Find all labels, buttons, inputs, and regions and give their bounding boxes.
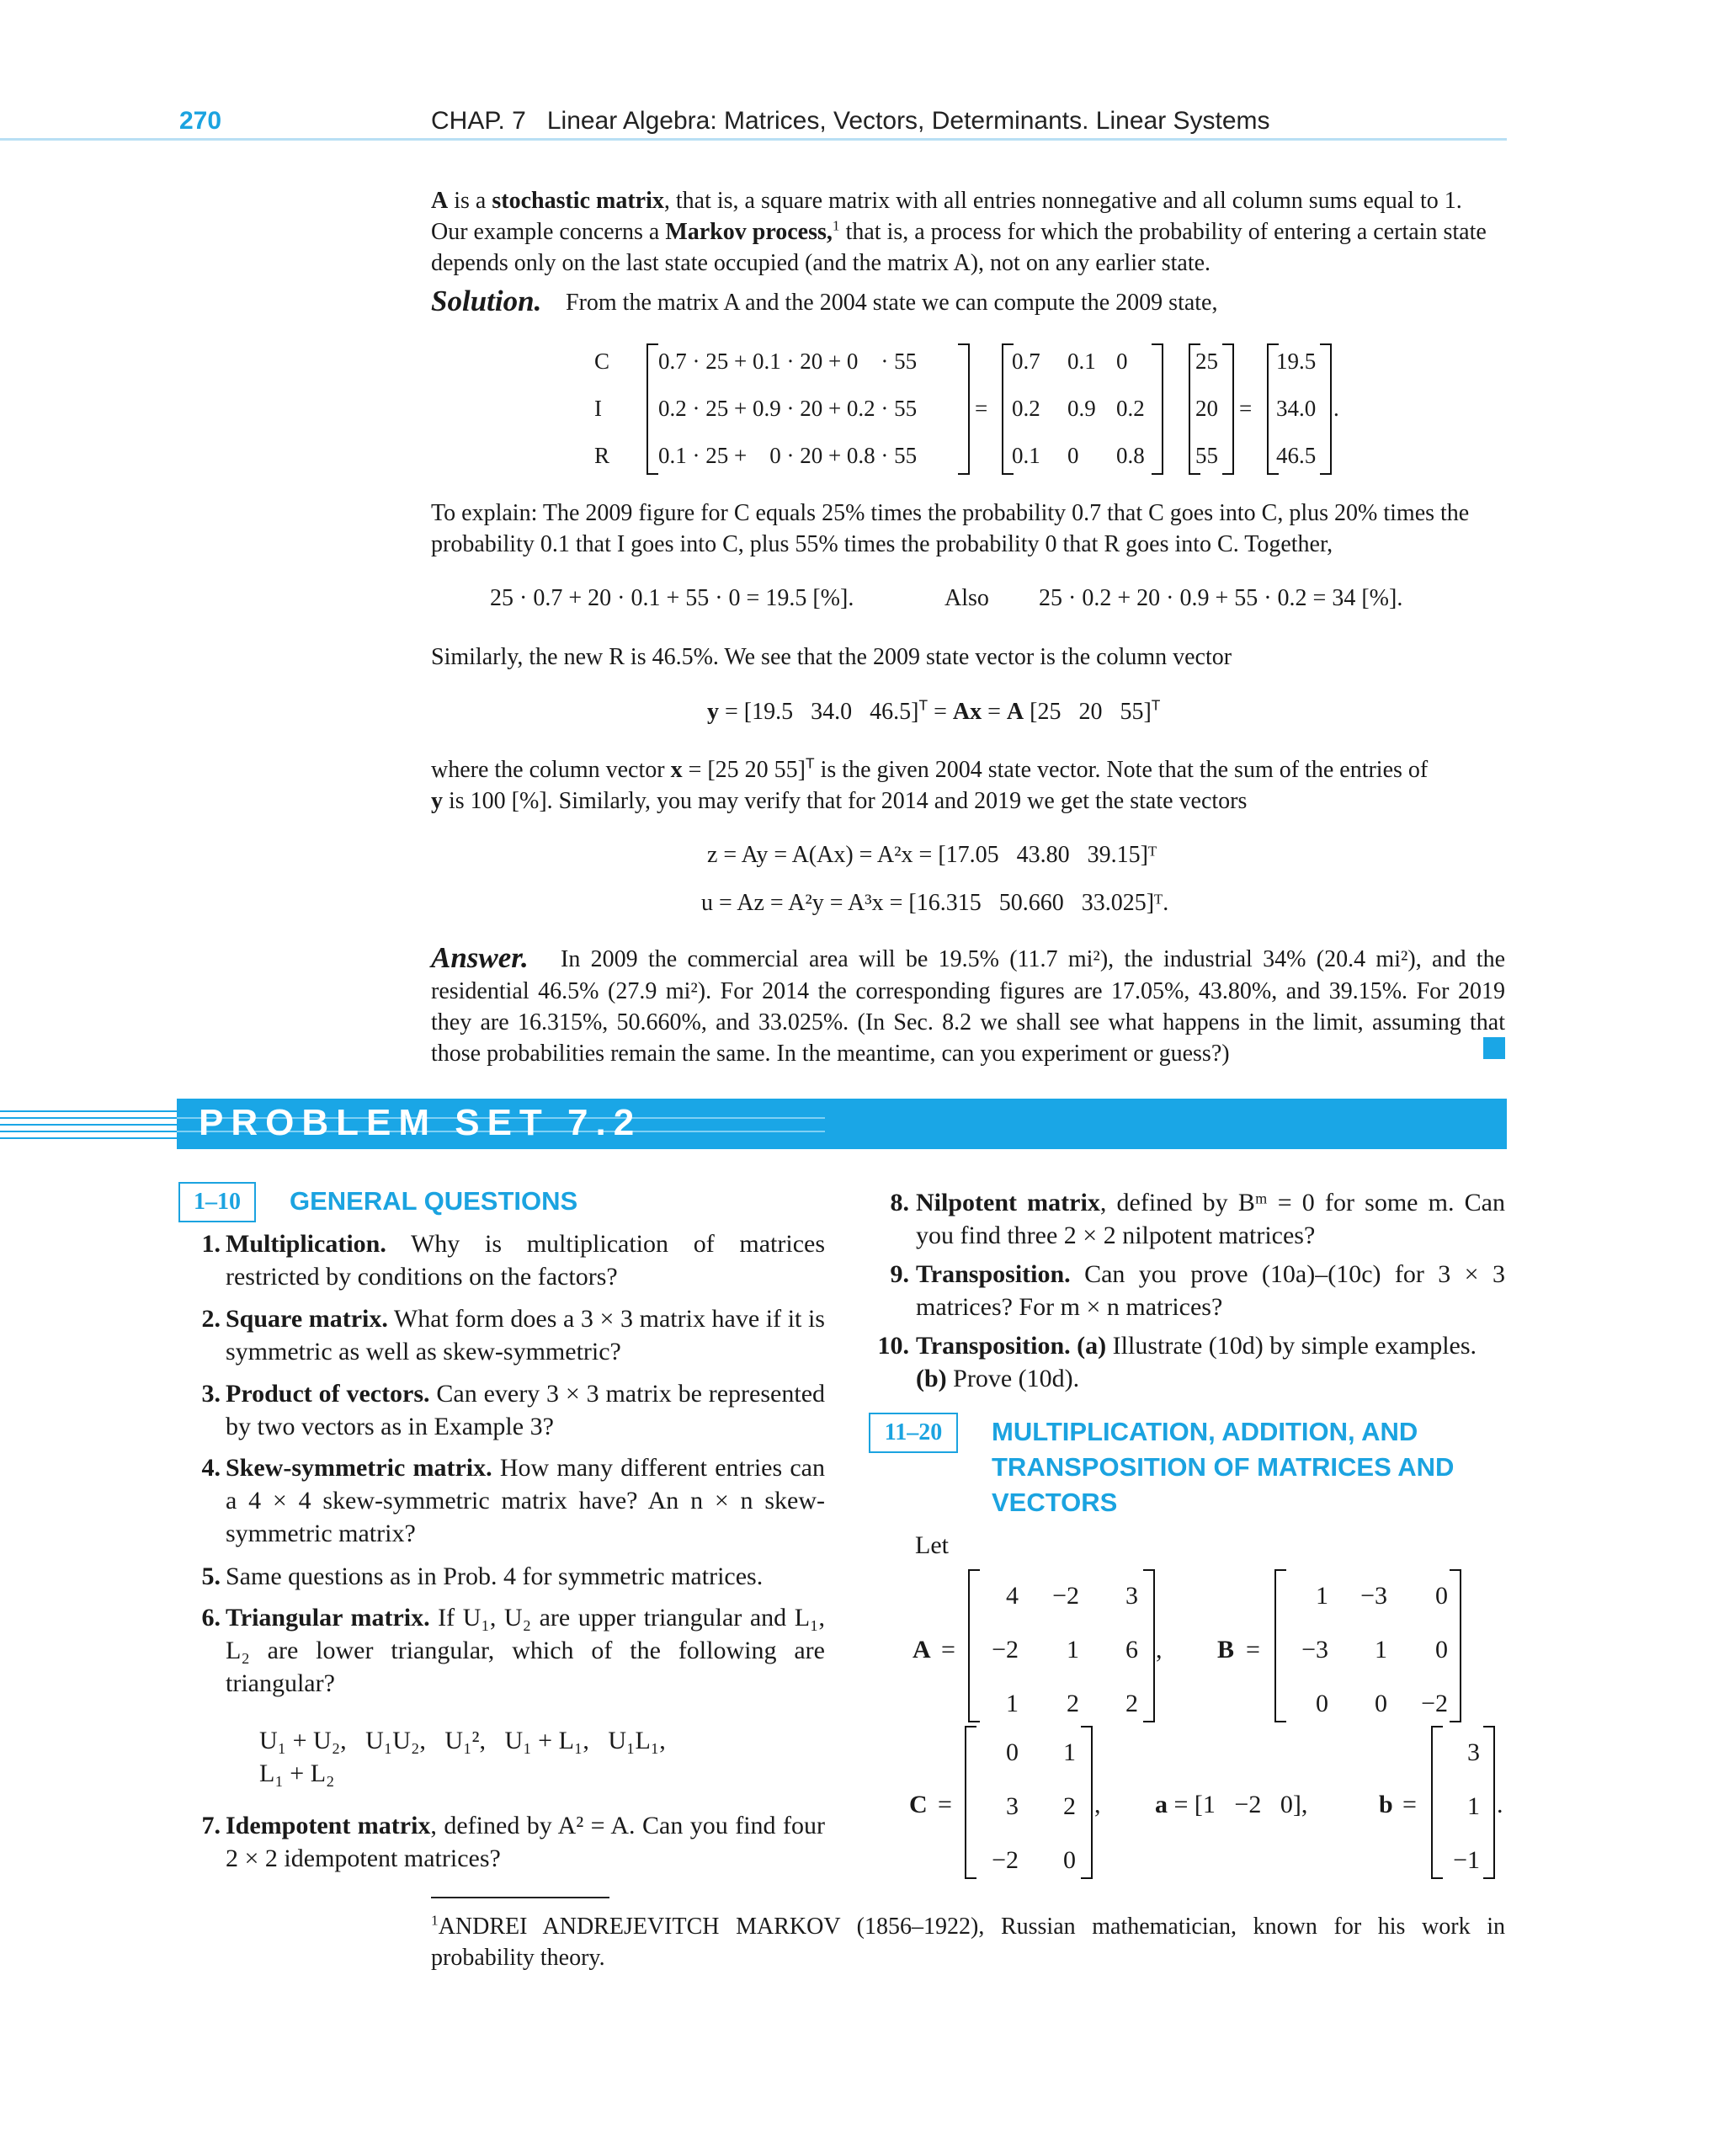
y-equation: [707, 696, 1161, 726]
bracket-right: [1320, 343, 1332, 475]
problem-6-list: U₁ + U₂, U₁U₂, U₁², U₁ + L₁, U₁L₁,: [259, 1727, 666, 1754]
matrix-B-entry: 0: [1435, 1636, 1448, 1664]
matrix-A-cell: 0.1: [1012, 443, 1040, 468]
solution-text: From the matrix A and the 2004 state we can compute the 2009 state,: [566, 290, 1218, 316]
matrix-A-cell: 0.7: [1012, 349, 1040, 374]
expr-row: 0.7 · 25 + 0.1 · 20 + 0 · 55: [658, 349, 918, 374]
bracket-right: [1450, 1569, 1461, 1722]
problem-title: Product of vectors.: [226, 1380, 430, 1408]
matrix-A-cell: 0.8: [1116, 443, 1145, 468]
let-text: Let: [915, 1531, 949, 1559]
bracket-right: [1483, 1726, 1495, 1879]
matrix-name: B: [1217, 1636, 1235, 1664]
problem-number: 9.: [890, 1260, 909, 1288]
problem-number: 1.: [201, 1230, 221, 1258]
row-label: R: [594, 443, 610, 468]
matrix-A-entry: 2: [1125, 1690, 1138, 1717]
matrix-name: C: [909, 1791, 928, 1818]
part-label: (b): [916, 1365, 947, 1392]
bracket-right: [1081, 1726, 1093, 1879]
y-vec: = [19.5 34.0 46.5]: [719, 699, 919, 725]
problem-number: 6.: [201, 1604, 221, 1632]
problem-text: Can every 3 × 3 matrix be represented by two vectors as in Example 3?: [226, 1380, 826, 1440]
problem-title: Multiplication.: [226, 1230, 386, 1258]
matrix-B-entry: 0: [1375, 1690, 1387, 1717]
term-stochastic: stochastic matrix: [492, 188, 664, 214]
expr-row: 0.1 · 25 + 0 · 20 + 0.8 · 55: [658, 443, 918, 468]
sym-Ax: Ax: [952, 699, 982, 725]
vector-y-cell: 19.5: [1276, 349, 1317, 374]
x-vec: [25 20 55]: [1024, 699, 1152, 725]
intro-text: is a: [448, 188, 492, 214]
answer-line: they are 16.315%, 50.660%, and 33.025%. (In Sec. 8.2 we shall see what happens in the limit, assuming that: [431, 1009, 1505, 1035]
explain-line: To explain: The 2009 figure for C equals 25% times the probability 0.7 that C goes into C, plus 20% times the: [431, 500, 1470, 526]
intro-text: that is, a process for which the probability of entering a certain state: [839, 219, 1487, 245]
problem-text: Same questions as in Prob. 4 for symmetric matrices.: [226, 1562, 764, 1590]
end-of-example-square: [1483, 1037, 1505, 1059]
problem-text: , defined by Bᵐ = 0 for some m. Can you find three 2 × 2 nilpotent matrices?: [916, 1189, 1506, 1249]
vector-b-entry: −1: [1453, 1846, 1480, 1874]
equals-sign: =: [1239, 396, 1253, 421]
problem-number: 3.: [201, 1380, 221, 1408]
where-text: where the column vector: [431, 757, 671, 783]
section-heading: [992, 1414, 1454, 1520]
comma: ,: [1094, 1791, 1101, 1818]
explain-line: probability 0.1 that I goes into C, plus 55% times the probability 0 that R goes into C. Together,: [431, 531, 1333, 557]
matrix-A-cell: 0.1: [1067, 349, 1096, 374]
eq: =: [982, 699, 1007, 725]
answer-paragraph: [431, 976, 1505, 1069]
vector-y-cell: 34.0: [1276, 396, 1317, 421]
matrix-A-cell: 0.2: [1012, 396, 1040, 421]
vector-x-cell: 20: [1195, 396, 1218, 421]
page-number: 270: [179, 107, 222, 135]
eq-right: 25 · 0.2 + 20 · 0.9 + 55 · 0.2 = 34 [%].: [1039, 585, 1403, 611]
transpose: T: [806, 754, 815, 772]
row-label: C: [594, 349, 610, 374]
matrix-A-entry: 1: [1067, 1636, 1079, 1664]
vector-a: [1155, 1788, 1307, 1821]
expr-row: 0.2 · 25 + 0.9 · 20 + 0.2 · 55: [658, 396, 918, 421]
problem-text: Can you prove (10a)–(10c) for 3 × 3 matrices? For m × n matrices?: [916, 1260, 1505, 1321]
matrix-A-entry: 1: [1006, 1690, 1019, 1717]
matrix-B-entry: −3: [1301, 1636, 1328, 1664]
matrix-B-entry: 0: [1316, 1690, 1328, 1717]
matrix-A-cell: 0: [1067, 443, 1079, 468]
where-text: is the given 2004 state vector. Note that the sum of the entries of: [814, 757, 1429, 783]
similarly-line: Similarly, the new R is 46.5%. We see that the 2009 state vector is the column vector: [431, 644, 1232, 670]
running-title: CHAP. 7 Linear Algebra: Matrices, Vectors, Determinants. Linear Systems: [431, 107, 1270, 135]
vector-name: a: [1155, 1791, 1168, 1818]
section-range-box: 11–20: [869, 1413, 958, 1453]
problem-title: Skew-symmetric matrix.: [226, 1454, 492, 1482]
footnote: [431, 1911, 1505, 1973]
matrix-C-entry: 0: [1006, 1738, 1019, 1766]
sym-y: y: [431, 788, 443, 814]
footnote-mark: 1: [431, 1912, 439, 1929]
matrix-A-cell: 0.9: [1067, 396, 1096, 421]
problem-title: Idempotent matrix: [226, 1812, 431, 1839]
matrix-B-entry: −2: [1421, 1690, 1448, 1717]
matrix-C-entry: 2: [1063, 1792, 1076, 1820]
vector-b-entry: 1: [1467, 1792, 1480, 1820]
equals-sign: =: [941, 1636, 955, 1664]
intro-A: A: [431, 188, 449, 214]
intro-paragraph: [431, 185, 1505, 279]
answer-label: Answer.: [431, 941, 529, 974]
problem-text: If U₁, U₂ are upper triangular and L₁, L₂ are lower triangular, which of the following are triangular?: [226, 1604, 825, 1697]
problem-title: Transposition.: [916, 1260, 1071, 1288]
bracket-right: [958, 343, 970, 475]
transpose: T: [1151, 696, 1161, 714]
part-label: (a): [1070, 1332, 1107, 1360]
where-text: is 100 [%]. Similarly, you may verify that for 2014 and 2019 we get the state vectors: [443, 788, 1248, 814]
problem-title: Triangular matrix.: [226, 1604, 430, 1632]
solution-label: Solution.: [431, 285, 542, 317]
matrix-A-cell: 0: [1116, 349, 1128, 374]
problem-set-title: PROBLEM SET 7.2: [199, 1102, 642, 1143]
footnote-text: ANDREI ANDREJEVITCH MARKOV (1856–1922), Russian mathematician, known for his work in: [438, 1914, 1505, 1940]
problem-title: Nilpotent matrix: [916, 1189, 1100, 1216]
matrix-B-entry: 1: [1375, 1636, 1387, 1664]
matrix-C-entry: 0: [1063, 1846, 1076, 1874]
intro-text: , that is, a square matrix with all entries nonnegative and all column sums equal to 1.: [663, 188, 1462, 214]
problem-number: 5.: [201, 1562, 221, 1590]
intro-line3: depends only on the last state occupied (and the matrix A), not on any earlier state.: [431, 250, 1211, 276]
problem-number: 4.: [201, 1454, 221, 1482]
matrix-A-entry: 2: [1067, 1690, 1079, 1717]
matrix-name: A: [913, 1636, 931, 1664]
problem-6-list: L₁ + L₂: [259, 1759, 335, 1787]
bracket-right: [1152, 343, 1163, 475]
footnote-rule: [431, 1897, 609, 1898]
answer-line: residential 46.5% (27.9 mi²). For 2014 the corresponding figures are 17.05%, 43.80%, and 39.15%. For 2019: [431, 978, 1505, 1004]
sym-y: y: [707, 699, 719, 725]
footnote-ref: 1: [832, 217, 840, 234]
term-markov: Markov process,: [665, 219, 833, 245]
matrix-A-entry: −2: [992, 1636, 1019, 1664]
comma: ,: [1156, 1636, 1163, 1664]
vector-name: b: [1379, 1791, 1393, 1818]
matrix-C-entry: −2: [992, 1846, 1019, 1874]
answer-line: In 2009 the commercial area will be 19.5% (11.7 mi²), the industrial 34% (20.4 mi²), and the: [561, 946, 1505, 972]
matrix-A-cell: 0.2: [1116, 396, 1145, 421]
matrix-B-entry: −3: [1360, 1582, 1387, 1610]
vector-value: = [1 −2 0],: [1173, 1791, 1308, 1818]
problem-text: Illustrate (10d) by simple examples.: [1106, 1332, 1477, 1360]
equals-sign: =: [1246, 1636, 1260, 1664]
eq-also: Also: [944, 585, 989, 611]
where-paragraph: [431, 754, 1505, 817]
equals-sign: =: [975, 396, 988, 421]
eq-left: 25 · 0.7 + 20 · 0.1 + 55 · 0 = 19.5 [%].: [490, 585, 854, 611]
matrix-A-entry: −2: [1052, 1582, 1079, 1610]
problem-text: Prove (10d).: [946, 1365, 1080, 1392]
z-equation: z = Ay = A(Ax) = A²x = [17.05 43.80 39.15]ᵀ: [707, 842, 1157, 868]
equals-sign: =: [938, 1791, 952, 1818]
problem-text: , defined by A² = A. Can you find four 2 × 2 idempotent matrices?: [226, 1812, 825, 1872]
bracket-left: [646, 343, 658, 475]
section-heading: GENERAL QUESTIONS: [290, 1186, 578, 1216]
eq: =: [928, 699, 953, 725]
problem-number: 2.: [201, 1305, 221, 1333]
vector-y-cell: 46.5: [1276, 443, 1317, 468]
matrix-C-entry: 3: [1006, 1792, 1019, 1820]
matrix-A-entry: 4: [1006, 1582, 1019, 1610]
period: .: [1497, 1791, 1503, 1818]
matrix-C-entry: 1: [1063, 1738, 1076, 1766]
problem-number: 8.: [890, 1189, 909, 1216]
answer-line: those probabilities remain the same. In the meantime, can you experiment or guess?): [431, 1041, 1230, 1067]
matrix-A-entry: 3: [1125, 1582, 1138, 1610]
u-equation: u = Az = A²y = A³x = [16.315 50.660 33.025]ᵀ.: [701, 890, 1169, 916]
section-heading-line: VECTORS: [992, 1488, 1118, 1517]
header-rule: [0, 138, 1507, 141]
problem-number: 10.: [877, 1332, 909, 1360]
equals-sign: =: [1402, 1791, 1417, 1818]
transpose: T: [918, 696, 929, 714]
period: .: [1333, 396, 1339, 421]
problem-title: Square matrix.: [226, 1305, 388, 1333]
section-range-box: 1–10: [178, 1182, 256, 1222]
explain-paragraph: [431, 498, 1505, 560]
bracket-right: [1143, 1569, 1155, 1722]
matrix-A-entry: 6: [1125, 1636, 1138, 1664]
matrix-B-entry: 0: [1435, 1582, 1448, 1610]
problem-text: What form does a 3 × 3 matrix have if it is symmetric as well as skew-symmetric?: [226, 1305, 825, 1365]
section-heading-line: MULTIPLICATION, ADDITION, AND: [992, 1417, 1418, 1446]
problem-number: 7.: [201, 1812, 221, 1839]
vector-x-cell: 25: [1195, 349, 1218, 374]
intro-text: Our example concerns a: [431, 219, 666, 245]
matrix-B-entry: 1: [1316, 1582, 1328, 1610]
vector-x-cell: 55: [1195, 443, 1218, 468]
row-label: I: [594, 396, 602, 421]
sym-A: A: [1006, 699, 1024, 725]
where-vec: = [25 20 55]: [682, 757, 806, 783]
bracket-right: [1222, 343, 1234, 475]
footnote-text: probability theory.: [431, 1945, 605, 1971]
section-heading-line: TRANSPOSITION OF MATRICES AND: [992, 1452, 1455, 1482]
problem-text: How many different entries can a 4 × 4 skew-symmetric matrix have? An n × n skew-symmetric matrix?: [226, 1454, 825, 1547]
vector-b-entry: 3: [1467, 1738, 1480, 1766]
problem-text: Why is multiplication of matrices restricted by conditions on the factors?: [226, 1230, 825, 1291]
problem-title: Transposition.: [916, 1332, 1071, 1360]
sym-x: x: [670, 757, 683, 783]
